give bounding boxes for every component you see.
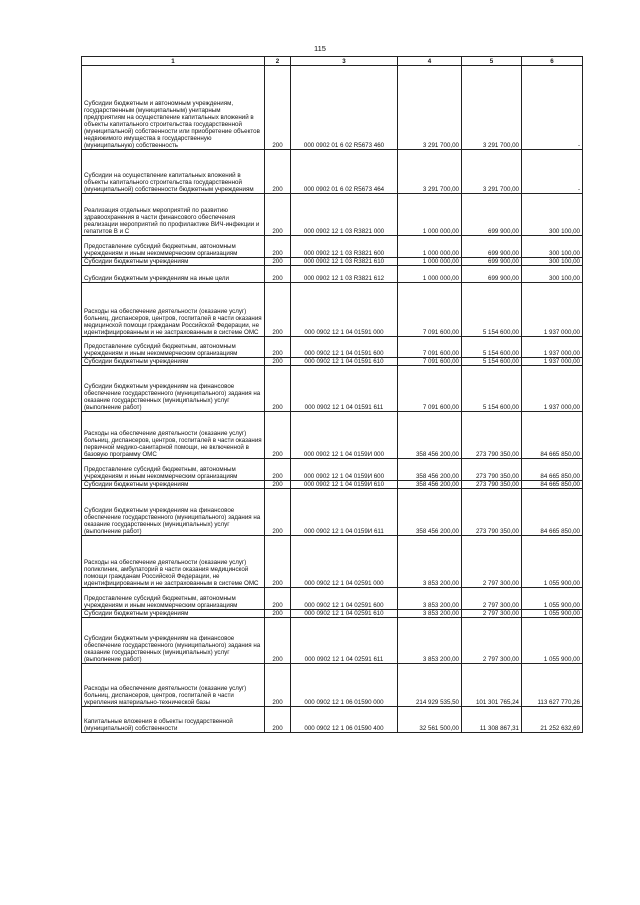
cell-c4: 3 853 200,00: [398, 610, 462, 618]
cell-code: 200: [265, 536, 291, 588]
cell-c5: 5 154 600,00: [462, 337, 522, 358]
header-cell: 6: [522, 57, 583, 66]
cell-code: 200: [265, 618, 291, 664]
cell-c5: 3 291 700,00: [462, 66, 522, 150]
cell-name: Предоставление субсидий бюджетным, автономным учреждениям и иным некоммерческим организациям: [82, 588, 265, 610]
table-row: [82, 366, 583, 412]
table-row: [82, 258, 583, 266]
cell-c5: 699 900,00: [462, 258, 522, 266]
table-row: [82, 194, 583, 236]
cell-c4: 1 000 000,00: [398, 236, 462, 258]
cell-c6: 1 055 900,00: [522, 610, 583, 618]
table-row: [82, 459, 583, 481]
table-row: [82, 707, 583, 733]
cell-code: 200: [265, 258, 291, 266]
cell-c5: 273 790 350,00: [462, 481, 522, 489]
cell-c4: 1 000 000,00: [398, 258, 462, 266]
cell-name: Расходы на обеспечение деятельности (оказание услуг) больниц, диспансеров, центров, госпиталей в части оказания медицинской помощи гражданам Российской Федерации, не идентифицированным и не застрахованным в системе ОМС: [82, 283, 265, 337]
cell-c5: 273 790 350,00: [462, 459, 522, 481]
cell-name: Расходы на обеспечение деятельности (оказание услуг) больниц, диспансеров, центров, госпиталей в части оказания первичной медико-санитарной помощи, не включенной в базовую программу ОМС: [82, 412, 265, 459]
header-cell: 5: [462, 57, 522, 66]
cell-c4: 3 853 200,00: [398, 588, 462, 610]
table-row: [82, 481, 583, 489]
cell-name: Субсидии бюджетным учреждениям на иные цели: [82, 266, 265, 283]
table-row: [82, 66, 583, 150]
cell-c5: 3 291 700,00: [462, 150, 522, 194]
cell-code: 200: [265, 588, 291, 610]
cell-code: 200: [265, 150, 291, 194]
cell-code: 200: [265, 664, 291, 707]
cell-c5: 11 308 867,31: [462, 707, 522, 733]
cell-c6: 1 055 900,00: [522, 536, 583, 588]
header-row: [82, 57, 583, 66]
header-cell: 3: [291, 57, 398, 66]
cell-kbk: 000 0902 12 1 03 R3821 600: [291, 236, 398, 258]
cell-code: 200: [265, 707, 291, 733]
table-row: [82, 618, 583, 664]
cell-name: Предоставление субсидий бюджетным, автономным учреждениям и иным некоммерческим организациям: [82, 236, 265, 258]
cell-name: Субсидии бюджетным учреждениям: [82, 481, 265, 489]
cell-kbk: 000 0902 12 1 03 R3821 610: [291, 258, 398, 266]
cell-code: 200: [265, 66, 291, 150]
cell-c5: 5 154 600,00: [462, 358, 522, 366]
cell-kbk: 000 0902 12 1 04 02591 610: [291, 610, 398, 618]
cell-code: 200: [265, 194, 291, 236]
cell-c5: 5 154 600,00: [462, 283, 522, 337]
cell-c6: 84 665 850,00: [522, 412, 583, 459]
table-row: [82, 283, 583, 337]
cell-c4: 7 091 600,00: [398, 366, 462, 412]
cell-c4: 32 561 500,00: [398, 707, 462, 733]
cell-c6: 1 055 900,00: [522, 588, 583, 610]
cell-c4: 3 291 700,00: [398, 66, 462, 150]
header-cell: 1: [82, 57, 265, 66]
cell-c5: 273 790 350,00: [462, 412, 522, 459]
cell-name: Субсидии бюджетным учреждениям на финансовое обеспечение государственного (муниципального) задания на оказание государственных (муниципальных) услуг (выполнение работ): [82, 489, 265, 536]
cell-name: Субсидии бюджетным учреждениям на финансовое обеспечение государственного (муниципального) задания на оказание государственных (муниципальных) услуг (выполнение работ): [82, 366, 265, 412]
cell-kbk: 000 0902 12 1 04 0159И 610: [291, 481, 398, 489]
cell-kbk: 000 0902 12 1 04 0159И 600: [291, 459, 398, 481]
cell-c6: 300 100,00: [522, 258, 583, 266]
cell-kbk: 000 0902 12 1 04 0159И 611: [291, 489, 398, 536]
cell-c4: 3 853 200,00: [398, 536, 462, 588]
cell-c4: 358 456 200,00: [398, 481, 462, 489]
table-row: [82, 266, 583, 283]
cell-c6: 113 627 770,26: [522, 664, 583, 707]
table-row: [82, 664, 583, 707]
cell-code: 200: [265, 358, 291, 366]
cell-c5: 699 900,00: [462, 236, 522, 258]
page-number: 115: [314, 44, 326, 53]
cell-kbk: 000 0902 12 1 04 01591 611: [291, 366, 398, 412]
cell-kbk: 000 0902 12 1 06 01590 400: [291, 707, 398, 733]
table-row: [82, 610, 583, 618]
table-row: [82, 412, 583, 459]
cell-code: 200: [265, 283, 291, 337]
cell-c6: 1 937 000,00: [522, 366, 583, 412]
cell-c5: 101 301 765,24: [462, 664, 522, 707]
cell-c4: 214 929 535,50: [398, 664, 462, 707]
cell-c5: 2 797 300,00: [462, 618, 522, 664]
cell-code: 200: [265, 489, 291, 536]
budget-table: [81, 56, 583, 733]
cell-c6: 300 100,00: [522, 266, 583, 283]
cell-c4: 1 000 000,00: [398, 194, 462, 236]
cell-c5: 699 900,00: [462, 194, 522, 236]
cell-name: Реализация отдельных мероприятий по развитию здравоохранения в части финансового обеспечения реализации мероприятий по профилактике ВИЧ-инфекции и гепатитов В и С: [82, 194, 265, 236]
cell-code: 200: [265, 481, 291, 489]
cell-c5: 2 797 300,00: [462, 610, 522, 618]
cell-c6: 300 100,00: [522, 194, 583, 236]
cell-name: Расходы на обеспечение деятельности (оказание услуг) больниц, диспансеров, центров, госпиталей в части укрепления материально-технической базы: [82, 664, 265, 707]
cell-name: Субсидии бюджетным учреждениям на финансовое обеспечение государственного (муниципального) задания на оказание государственных (муниципальных) услуг (выполнение работ): [82, 618, 265, 664]
table-row: [82, 236, 583, 258]
cell-c6: -: [522, 66, 583, 150]
cell-c4: 7 091 600,00: [398, 358, 462, 366]
cell-c6: 1 937 000,00: [522, 358, 583, 366]
header-cell: 2: [265, 57, 291, 66]
cell-c4: 358 456 200,00: [398, 459, 462, 481]
header-cell: 4: [398, 57, 462, 66]
cell-c6: 1 937 000,00: [522, 337, 583, 358]
cell-c4: 7 091 600,00: [398, 283, 462, 337]
cell-c5: 2 797 300,00: [462, 536, 522, 588]
cell-c4: 3 291 700,00: [398, 150, 462, 194]
cell-kbk: 000 0902 12 1 04 0159И 000: [291, 412, 398, 459]
cell-c4: 1 000 000,00: [398, 266, 462, 283]
cell-c6: 21 252 632,69: [522, 707, 583, 733]
cell-kbk: 000 0902 12 1 03 R3821 000: [291, 194, 398, 236]
cell-c5: 2 797 300,00: [462, 588, 522, 610]
cell-kbk: 000 0902 12 1 03 R3821 612: [291, 266, 398, 283]
cell-kbk: 000 0902 12 1 04 02591 600: [291, 588, 398, 610]
cell-code: 200: [265, 366, 291, 412]
cell-name: Предоставление субсидий бюджетным, автономным учреждениям и иным некоммерческим организациям: [82, 337, 265, 358]
table-row: [82, 358, 583, 366]
cell-name: Субсидии бюджетным учреждениям: [82, 258, 265, 266]
cell-kbk: 000 0902 12 1 04 01591 600: [291, 337, 398, 358]
cell-name: Субсидии бюджетным учреждениям: [82, 610, 265, 618]
cell-code: 200: [265, 236, 291, 258]
cell-c6: -: [522, 150, 583, 194]
cell-c6: 84 665 850,00: [522, 459, 583, 481]
cell-code: 200: [265, 459, 291, 481]
table-row: [82, 150, 583, 194]
cell-kbk: 000 0902 12 1 04 02591 000: [291, 536, 398, 588]
cell-code: 200: [265, 412, 291, 459]
cell-c6: 1 055 900,00: [522, 618, 583, 664]
cell-c5: 273 790 350,00: [462, 489, 522, 536]
cell-c4: 3 853 200,00: [398, 618, 462, 664]
table-row: [82, 337, 583, 358]
cell-name: Предоставление субсидий бюджетным, автономным учреждениям и иным некоммерческим организациям: [82, 459, 265, 481]
cell-code: 200: [265, 337, 291, 358]
cell-name: Субсидии бюджетным и автономным учреждениям, государственным (муниципальным) унитарным предприятиям на осуществление капитальных вложений в объекты капитального строительства государственной (муниципальной) собственности или приобретение объектов недвижимого имущества в государственную (муниципальную) собственность: [82, 66, 265, 150]
cell-name: Расходы на обеспечение деятельности (оказание услуг) поликлиник, амбулаторий в части оказания медицинской помощи гражданам Российской Федерации, не идентифицированным и не застрахованным в системе ОМС: [82, 536, 265, 588]
cell-c4: 358 456 200,00: [398, 489, 462, 536]
cell-c5: 699 900,00: [462, 266, 522, 283]
cell-name: Субсидии бюджетным учреждениям: [82, 358, 265, 366]
cell-c6: 84 665 850,00: [522, 489, 583, 536]
table-row: [82, 489, 583, 536]
cell-kbk: 000 0902 12 1 04 01591 610: [291, 358, 398, 366]
cell-name: Капитальные вложения в объекты государственной (муниципальной) собственности: [82, 707, 265, 733]
cell-c4: 7 091 600,00: [398, 337, 462, 358]
cell-c6: 84 665 850,00: [522, 481, 583, 489]
table-row: [82, 588, 583, 610]
cell-kbk: 000 0902 12 1 04 02591 611: [291, 618, 398, 664]
cell-c6: 300 100,00: [522, 236, 583, 258]
cell-kbk: 000 0902 01 6 02 R5673 464: [291, 150, 398, 194]
cell-c6: 1 937 000,00: [522, 283, 583, 337]
cell-code: 200: [265, 610, 291, 618]
cell-c5: 5 154 600,00: [462, 366, 522, 412]
cell-kbk: 000 0902 12 1 04 01591 000: [291, 283, 398, 337]
cell-name: Субсидии на осуществление капитальных вложений в объекты капитального строительства государственной (муниципальной) собственности бюджетным учреждениям: [82, 150, 265, 194]
cell-c4: 358 456 200,00: [398, 412, 462, 459]
cell-kbk: 000 0902 01 6 02 R5673 460: [291, 66, 398, 150]
cell-code: 200: [265, 266, 291, 283]
table-row: [82, 536, 583, 588]
cell-kbk: 000 0902 12 1 06 01590 000: [291, 664, 398, 707]
